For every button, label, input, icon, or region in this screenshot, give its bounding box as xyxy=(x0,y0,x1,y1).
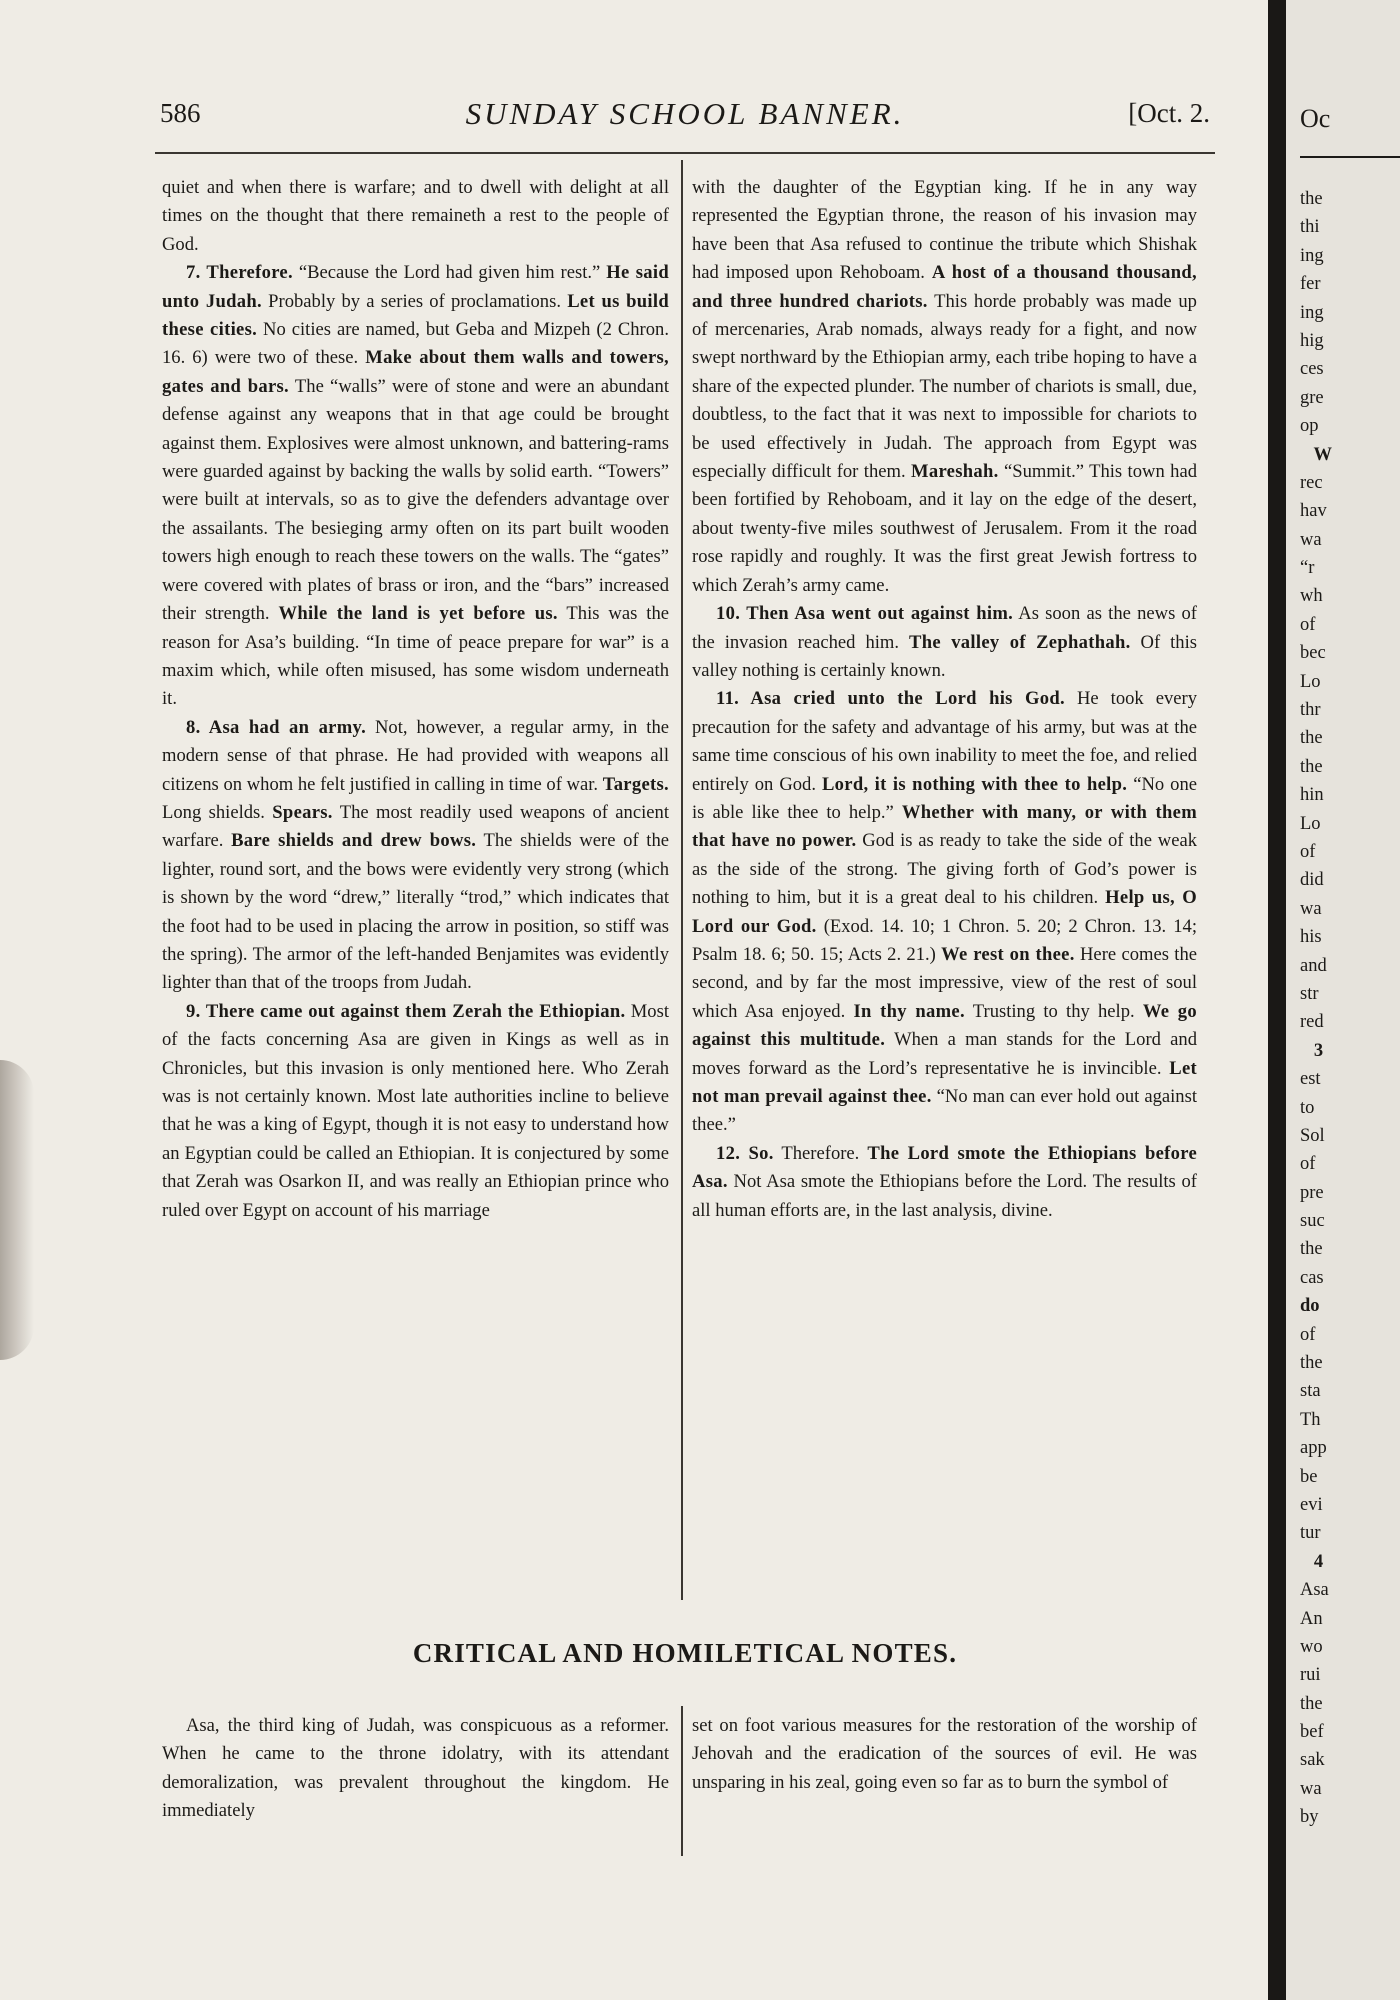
text-run: The most readily used weapons of ancient warfare. xyxy=(162,801,669,852)
text-run: God is as ready to take the side of the weak as the side of the strong. The giving forth of God’s power is nothing to him, but it is a great deal to his children. xyxy=(692,830,1197,909)
adjacent-page-line: did xyxy=(1300,870,1324,891)
adjacent-page-line: An xyxy=(1300,1608,1323,1629)
adjacent-page-line: rec xyxy=(1300,472,1323,493)
bold-phrase: Let not man prevail against thee. xyxy=(692,1057,1197,1107)
bold-phrase: In thy name. xyxy=(853,1000,965,1022)
adjacent-page-line: by xyxy=(1300,1807,1319,1828)
adjacent-page-lines xyxy=(1300,185,1400,1832)
paragraph: Asa, the third king of Judah, was conspicuous as a reformer. When he came to the throne idolatry, with its attendant demoralization, was prevalent throughout the kingdom. He immediately xyxy=(162,1715,669,1822)
text-run: “No one is able like thee to help.” xyxy=(692,773,1197,823)
bold-phrase: While the land is yet before us. xyxy=(278,603,558,625)
text-run: quiet and when there is warfare; and to dwell with delight at all times on the thought that there remaineth a rest to the people of God. xyxy=(162,177,669,255)
notes-right-column xyxy=(692,1712,1197,1797)
bold-phrase: 10. Then Asa went out against him. xyxy=(716,603,1014,625)
bold-phrase: 11. Asa cried unto the Lord his God. xyxy=(716,688,1065,710)
text-run: “No man can ever hold out against thee.” xyxy=(692,1086,1198,1136)
bold-phrase: Mareshah. xyxy=(911,461,999,483)
adjacent-page-line: W xyxy=(1300,444,1333,465)
adjacent-page-line: cas xyxy=(1300,1267,1324,1288)
bold-phrase: Make about them walls and towers, gates and bars. xyxy=(162,347,670,397)
bold-phrase: 12. So. xyxy=(716,1142,774,1164)
paragraph xyxy=(162,259,669,714)
adjacent-page-line: “r xyxy=(1300,558,1315,579)
adjacent-page-line: red xyxy=(1300,1012,1324,1033)
bold-phrase: We rest on thee. xyxy=(941,943,1075,965)
text-run: Not Asa smote the Ethiopians before the Lord. The results of all human efforts are, in the last analysis, divine. xyxy=(692,1171,1197,1221)
scan-shadow xyxy=(0,1060,34,1360)
text-run: Probably by a series of proclamations. xyxy=(261,290,568,312)
paragraph xyxy=(692,1140,1197,1225)
adjacent-page-line: Sol xyxy=(1300,1125,1325,1146)
adjacent-page-line: do xyxy=(1300,1296,1320,1317)
adjacent-page-line: the xyxy=(1300,756,1323,777)
adjacent-page-line: op xyxy=(1300,416,1319,437)
adjacent-page-line: Lo xyxy=(1300,671,1321,692)
adjacent-page-line: of xyxy=(1300,1324,1316,1345)
text-run: “Summit.” This town had been fortified by Rehoboam, and it lay on the edge of the desert, about twenty-five miles southwest of Jerusalem. From it the road rose rapidly and roughly. It was the first great Jewish fortress to which Zerah’s army came. xyxy=(692,461,1197,596)
bold-phrase: Targets. xyxy=(602,773,669,795)
adjacent-page-line: ing xyxy=(1300,302,1324,323)
right-column xyxy=(692,174,1197,1225)
text-run: Of this valley nothing is certainly known. xyxy=(692,631,1197,681)
adjacent-page-rule xyxy=(1300,156,1400,158)
bold-phrase: We go against this multitude. xyxy=(692,1000,1197,1051)
adjacent-page-line: of xyxy=(1300,841,1316,862)
adjacent-page-line: hig xyxy=(1300,330,1324,351)
paragraph xyxy=(162,998,669,1225)
paragraph xyxy=(692,685,1197,1140)
notes-left-column xyxy=(162,1712,669,1826)
header-rule xyxy=(155,152,1215,154)
bold-phrase: Spears. xyxy=(272,801,333,823)
adjacent-page-line: hin xyxy=(1300,785,1324,806)
text-run: When a man stands for the Lord and moves forward as the Lord’s representative he is invincible. xyxy=(692,1029,1197,1079)
text-run: The “walls” were of stone and were an abundant defense against any weapons that in that age could be brought against them. Explosives were almost unknown, and battering-rams were guarded against by backing the walls by solid earth. “Towers” were built at intervals, so as to give the defenders advantage over the assailants. The besieging army often on its part built wooden towers high enough to reach these towers on the walls. The “gates” were covered with plates of brass or iron, and the “bars” increased their strength. xyxy=(162,375,670,625)
section-heading: CRITICAL AND HOMILETICAL NOTES. xyxy=(412,1638,958,1668)
adjacent-page-line: the xyxy=(1300,1353,1323,1374)
text-run: Most of the facts concerning Asa are given in Kings as well as in Chronicles, but this invasion is only mentioned here. Who Zerah was is not certainly known. Most late authorities incline to believe that he was a king of Egypt, though it is not easy to understand how an Egyptian could be called an Ethiopian. It is conjectured by some that Zerah was Osarkon II, and was really an Ethiopian prince who ruled over Egypt on account of his marriage xyxy=(162,1000,669,1221)
adjacent-page-line: bec xyxy=(1300,643,1326,664)
issue-date: [Oct. 2. xyxy=(1128,98,1210,128)
adjacent-page-line: wa xyxy=(1300,1778,1322,1799)
adjacent-page-line: str xyxy=(1300,983,1319,1004)
left-column xyxy=(162,174,669,1225)
text-run: As soon as the news of the invasion reached him. xyxy=(692,603,1197,653)
adjacent-page-edge xyxy=(1286,0,1400,2000)
paragraph xyxy=(162,714,669,998)
book-gutter xyxy=(1268,0,1286,2000)
paragraph xyxy=(692,174,1197,600)
adjacent-page-line: evi xyxy=(1300,1494,1323,1515)
adjacent-page-line: to xyxy=(1300,1097,1315,1118)
bold-phrase: 9. There came out against them Zerah the Ethiopian. xyxy=(186,1000,626,1022)
text-run: with the daughter of the Egyptian king. If he in any way represented the Egyptian throne, the reason of his invasion may have been that Asa refused to continue the tribute which Shishak had imposed upon Rehoboam. xyxy=(692,177,1197,284)
adjacent-page-line: be xyxy=(1300,1466,1318,1487)
bold-phrase: Lord, it is nothing with thee to help. xyxy=(821,773,1128,795)
bold-phrase: Let us build these cities. xyxy=(162,290,669,341)
adjacent-page-line: est xyxy=(1300,1069,1321,1090)
adjacent-page-line: 3 xyxy=(1300,1040,1324,1061)
running-title: SUNDAY SCHOOL BANNER. xyxy=(465,96,905,131)
text-run: Here comes the second, and by far the most impressive, view of the rest of soul which Asa enjoyed. xyxy=(692,943,1197,1022)
bold-phrase: Help us, O Lord our God. xyxy=(692,887,1197,937)
bold-phrase: Whether with many, or with them that have no power. xyxy=(692,801,1197,852)
bold-phrase: A host of a thousand thousand, and three hundred chariots. xyxy=(692,262,1197,312)
adjacent-page-line: Th xyxy=(1300,1409,1321,1430)
adjacent-page-line: fer xyxy=(1300,274,1321,295)
adjacent-page-line: Asa xyxy=(1300,1580,1329,1601)
adjacent-page-line: thi xyxy=(1300,217,1320,238)
adjacent-page-line: ces xyxy=(1300,359,1324,380)
text-run: Therefore. xyxy=(773,1142,868,1164)
text-run: This horde probably was made up of mercenaries, Arab nomads, always ready for a fight, and now swept northward by the Ethiopian army, each tribe hoping to have a share of the expected plunder. The number of chariots is small, due, doubtless, to the fact that it was next to impossible for chariots to be used effectively in Judah. The approach from Egypt was especially difficult for them. xyxy=(692,290,1197,483)
adjacent-page-line: the xyxy=(1300,189,1323,209)
page-header xyxy=(160,98,1210,138)
adjacent-page-line: his xyxy=(1300,927,1322,948)
adjacent-page-line: gre xyxy=(1300,387,1324,408)
text-run: Trusting to thy help. xyxy=(964,1000,1143,1022)
adjacent-page-line: of xyxy=(1300,1154,1316,1175)
paragraph xyxy=(162,174,669,259)
adjacent-page-line: pre xyxy=(1300,1182,1324,1203)
page-number: 586 xyxy=(160,98,201,128)
adjacent-page-line: wa xyxy=(1300,529,1322,550)
text-run: Not, however, a regular army, in the modern sense of that phrase. He had provided with weapons all citizens on whom he felt justified in calling in time of war. xyxy=(162,716,669,795)
bold-phrase: He said unto Judah. xyxy=(162,262,669,312)
adjacent-page-header: Oc xyxy=(1300,104,1331,133)
adjacent-page-line: of xyxy=(1300,614,1316,635)
adjacent-page-line: Lo xyxy=(1300,813,1321,834)
text-run: The shields were of the lighter, round sort, and the bows were evidently very strong (which is shown by the word “drew,” literally “trod,” which indicates that the foot had to be used in placing the arrow in position, so stiff was the spring). The armor of the left-handed Benjamites was evidently lighter than that of the troops from Judah. xyxy=(162,830,669,994)
adjacent-page-line: sta xyxy=(1300,1381,1321,1402)
adjacent-page-line: 4 xyxy=(1300,1551,1324,1572)
adjacent-page-line: suc xyxy=(1300,1211,1325,1232)
bold-phrase: 8. Asa had an army. xyxy=(186,716,367,738)
adjacent-page-line: wa xyxy=(1300,898,1322,919)
text-run: (Exod. 14. 10; 1 Chron. 5. 20; 2 Chron. 13. 14; Psalm 18. 6; 50. 15; Acts 2. 21.) xyxy=(692,915,1197,965)
text-run: Long shields. xyxy=(162,801,273,823)
text-run: This was the reason for Asa’s building. “In time of peace prepare for war” is a maxim which, while often misused, has some wisdom underneath it. xyxy=(162,603,669,710)
adjacent-page-line: app xyxy=(1300,1438,1327,1459)
adjacent-page-line: the xyxy=(1300,1239,1323,1260)
bold-phrase: The Lord smote the Ethiopians before Asa. xyxy=(692,1142,1197,1193)
text-run: “Because the Lord had given him rest.” xyxy=(292,262,607,284)
adjacent-page-line: bef xyxy=(1300,1722,1324,1743)
bold-phrase: 7. Therefore. xyxy=(186,262,293,284)
paragraph: set on foot various measures for the restoration of the worship of Jehovah and the eradication of the sources of evil. He was unsparing in his zeal, going even so far as to burn the symbol of xyxy=(692,1715,1197,1793)
adjacent-page-line: rui xyxy=(1300,1665,1321,1686)
text-run: He took every precaution for the safety and advantage of his army, but was at the same time conscious of his own inability to meet the foe, and relied entirely on God. xyxy=(692,688,1197,795)
adjacent-page-line: the xyxy=(1300,1693,1323,1714)
adjacent-page-line: thr xyxy=(1300,700,1321,721)
adjacent-page-line: ing xyxy=(1300,245,1324,266)
notes-column-divider xyxy=(681,1706,683,1856)
adjacent-page-line: tur xyxy=(1300,1523,1321,1544)
adjacent-page-line: hav xyxy=(1300,501,1327,522)
bold-phrase: The valley of Zephathah. xyxy=(909,631,1131,653)
column-divider xyxy=(681,160,683,1600)
bold-phrase: Bare shields and drew bows. xyxy=(231,830,477,852)
adjacent-page-line: sak xyxy=(1300,1750,1325,1771)
paragraph xyxy=(692,600,1197,685)
adjacent-page-line: and xyxy=(1300,955,1327,976)
adjacent-page-line: wo xyxy=(1300,1636,1323,1657)
adjacent-page-line: the xyxy=(1300,728,1323,749)
adjacent-page-line: wh xyxy=(1300,586,1323,607)
text-run: No cities are named, but Geba and Mizpeh (2 Chron. 16. 6) were two of these. xyxy=(162,319,669,369)
